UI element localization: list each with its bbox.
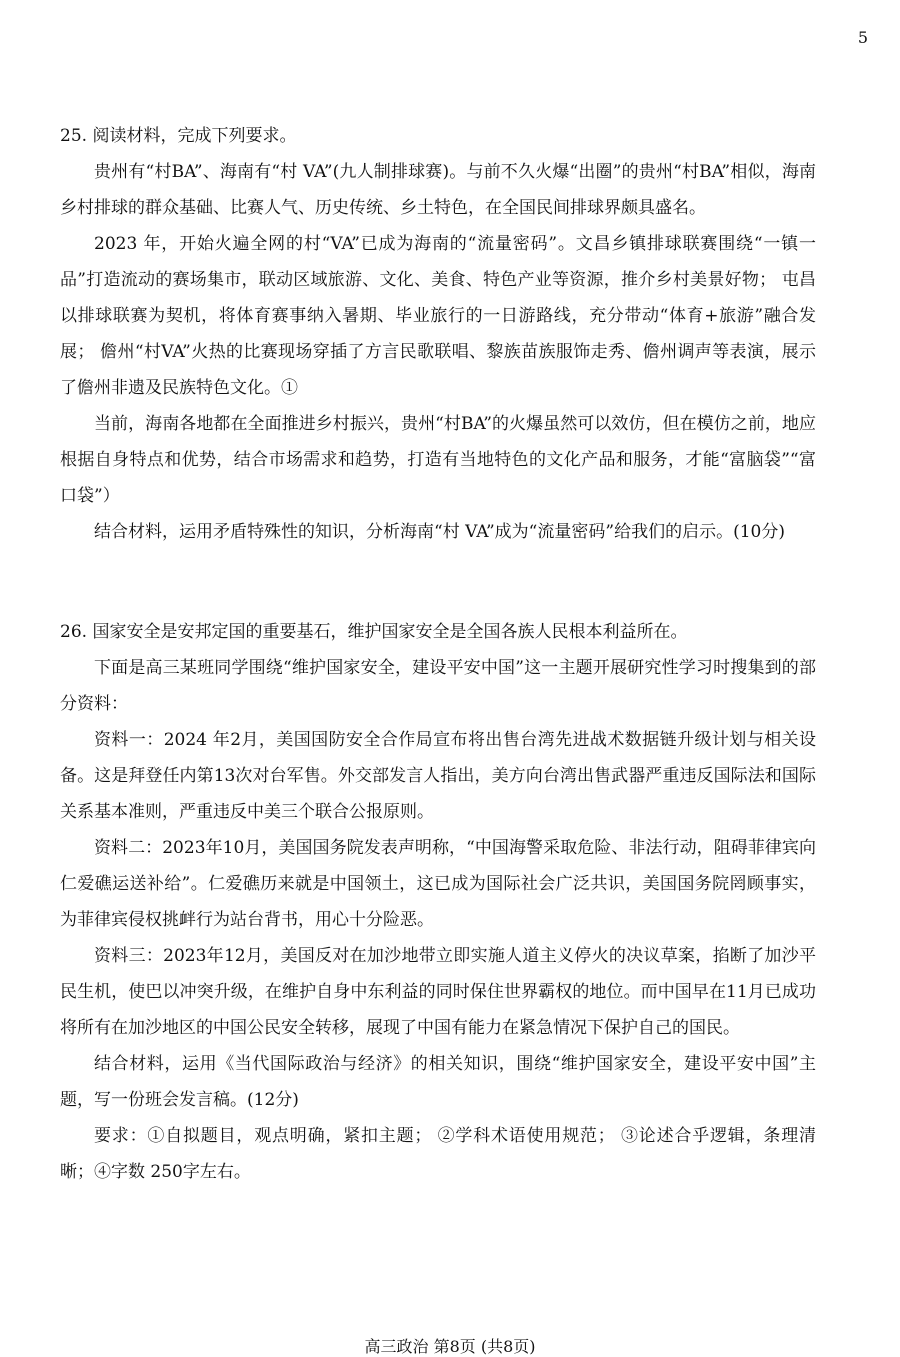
question-26-heading: 26. 国家安全是安邦定国的重要基石，维护国家安全是全国各族人民根本利益所在。 xyxy=(60,622,688,642)
question-26 xyxy=(60,614,816,1190)
question-25-prompt: 结合材料，运用矛盾特殊性的知识，分析海南“村 VA”成为“流量密码”给我们的启示。(10分) xyxy=(94,522,785,542)
document-body xyxy=(60,118,816,1190)
question-26-prompt: 结合材料，运用《当代国际政治与经济》的相关知识，围绕“维护国家安全，建设平安中国”主题，写一份班会发言稿。(12分) xyxy=(60,1054,816,1110)
question-26-material-1: 资料一：2024 年2月，美国国防安全合作局宣布将出售台湾先进战术数据链升级计划与相关设备。这是拜登任内第13次对台军售。外交部发言人指出，美方向台湾出售武器严重违反国际法和国际关系基本准则，严重违反中美三个联合公报原则。 xyxy=(60,730,816,822)
question-26-material-3: 资料三：2023年12月，美国反对在加沙地带立即实施人道主义停火的决议草案，掐断了加沙平民生机，使巴以冲突升级，在维护自身中东利益的同时保住世界霸权的地位。而中国早在11月已成功将所有在加沙地区的中国公民安全转移，展现了中国有能力在紧急情况下保护自己的国民。 xyxy=(60,946,816,1038)
question-25-heading: 25. 阅读材料，完成下列要求。 xyxy=(60,126,297,146)
question-25-paragraph-1: 贵州有“村BA”、海南有“村 VA”(九人制排球赛)。与前不久火爆“出圈”的贵州“村BA”相似，海南乡村排球的群众基础、比赛人气、历史传统、乡土特色，在全国民间排球界颇具盛名。 xyxy=(60,162,816,218)
question-25-paragraph-3: 当前，海南各地都在全面推进乡村振兴，贵州“村BA”的火爆虽然可以效仿，但在模仿之前，地应根据自身特点和优势，结合市场需求和趋势，打造有当地特色的文化产品和服务，才能“富脑袋”“富口袋”） xyxy=(60,414,816,506)
question-26-intro: 下面是高三某班同学围绕“维护国家安全，建设平安中国”这一主题开展研究性学习时搜集到的部分资料： xyxy=(60,658,816,714)
question-26-requirements: 要求：①自拟题目，观点明确，紧扣主题； ②学科术语使用规范； ③论述合乎逻辑，条理清晰；④字数 250字左右。 xyxy=(60,1126,816,1182)
question-25-paragraph-2: 2023 年，开始火遍全网的村“VA”已成为海南的“流量密码”。文昌乡镇排球联赛围绕“一镇一品”打造流动的赛场集市，联动区域旅游、文化、美食、特色产业等资源，推介乡村美景好物； 屯昌以排球联赛为契机，将体育赛事纳入暑期、毕业旅行的一日游路线，充分带动“体育+旅游”融合发展； 儋州“村VA”火热的比赛现场穿插了方言民歌联唱、黎族苗族服饰走秀、儋州调声等表演，展示了儋州非遗及民族特色文化。① xyxy=(60,234,816,398)
question-26-material-2: 资料二：2023年10月，美国国务院发表声明称，“中国海警采取危险、非法行动，阻碍菲律宾向仁爱礁运送补给”。仁爱礁历来就是中国领土，这已成为国际社会广泛共识，美国国务院罔顾事实，为菲律宾侵权挑衅行为站台背书，用心十分险恶。 xyxy=(60,838,816,930)
question-25 xyxy=(60,118,816,550)
section-spacer xyxy=(60,550,816,614)
page-footer: 高三政治 第8页 (共8页) xyxy=(364,1337,536,1356)
page-number: 5 xyxy=(857,28,868,47)
